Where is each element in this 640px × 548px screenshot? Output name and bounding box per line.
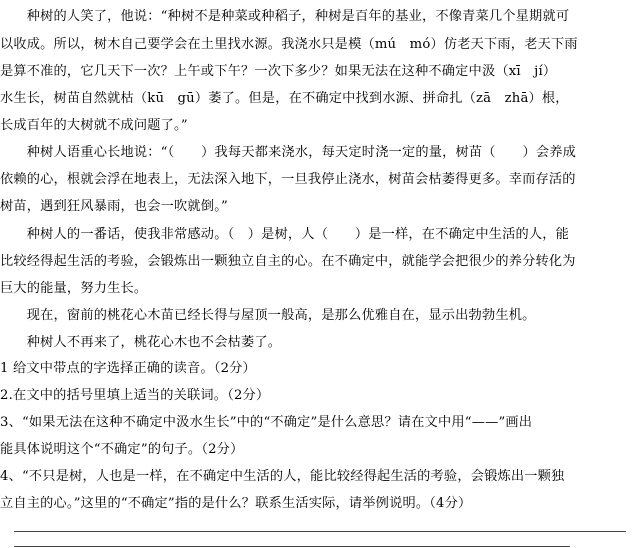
question-3-text: 3、“如果无法在这种不确定中汲水生长”中的“不确定”是什么意思？请在文中用“——”画出 — [0, 415, 533, 430]
passage-line-11: 巨大的能量，努力生长。 — [0, 281, 148, 296]
passage-line-4: 水生长，树苗自然就枯（kū gū）萎了。但是，在不确定中找到水源、拼命扎（zā zhā）根， — [0, 91, 569, 106]
passage-line-12: 现在，窗前的桃花心木苗已经长得与屋顶一般高，是那么优雅自在，显示出勃勃生机。 — [0, 308, 536, 323]
question-4-text-cont: 立自主的心。”这里的“不确定”指的是什么？联系生活实际，请举例说明。（4分） — [0, 496, 472, 511]
answer-line-2 — [14, 546, 570, 547]
answer-line-1 — [14, 531, 626, 532]
passage-line-13: 种树人不再来了，桃花心木也不会枯萎了。 — [0, 335, 282, 350]
passage-line-9: 种树人的一番话，使我非常感动。（ ）是树，人（ ）是一样，在不确定中生活的人，能 — [0, 227, 570, 242]
passage-line-1: 种树的人笑了，他说：“种树不是种菜或种稻子，种树是百年的基业，不像青菜几个星期就可 — [0, 9, 570, 24]
passage-line-5: 长成百年的大树就不成问题了。” — [0, 118, 188, 133]
passage-line-6: 种树人语重心长地说：“（ ）我每天都来浇水，每天定时浇一定的量，树苗（ ）会养成 — [0, 145, 577, 160]
passage-line-10: 比较经得起生活的考验，会锻炼出一颗独立自主的心。在不确定中，就能学会把很少的养分转化为 — [0, 254, 576, 269]
passage-line-7: 依赖的心，根就会浮在地表上，无法深入地下，一旦我停止浇水，树苗会枯萎得更多。幸而存活的 — [0, 172, 576, 187]
question-1-text: 1 给文中带点的字选择正确的读音。（2分） — [0, 361, 256, 376]
passage-line-8: 树苗，遇到狂风暴雨，也会一吹就倒。” — [0, 199, 228, 214]
passage-line-3: 是算不准的，它几天下一次？上午或下午？一次下多少？如果无法在这种不确定中汲（xī jí） — [0, 64, 557, 79]
passage-line-2: 以收成。所以，树木自己要学会在土里找水源。我浇水只是模（mú mó）仿老天下雨，老天下雨 — [0, 37, 578, 52]
question-3-text-cont: 能具体说明这个“不确定”的句子。（2分） — [0, 442, 244, 457]
question-2-text: 2.在文中的括号里填上适当的关联词。（2分） — [0, 388, 270, 403]
question-4-text: 4、“不只是树，人也是一样，在不确定中生活的人，能比较经得起生活的考验，会锻炼出一颗独 — [0, 469, 565, 484]
